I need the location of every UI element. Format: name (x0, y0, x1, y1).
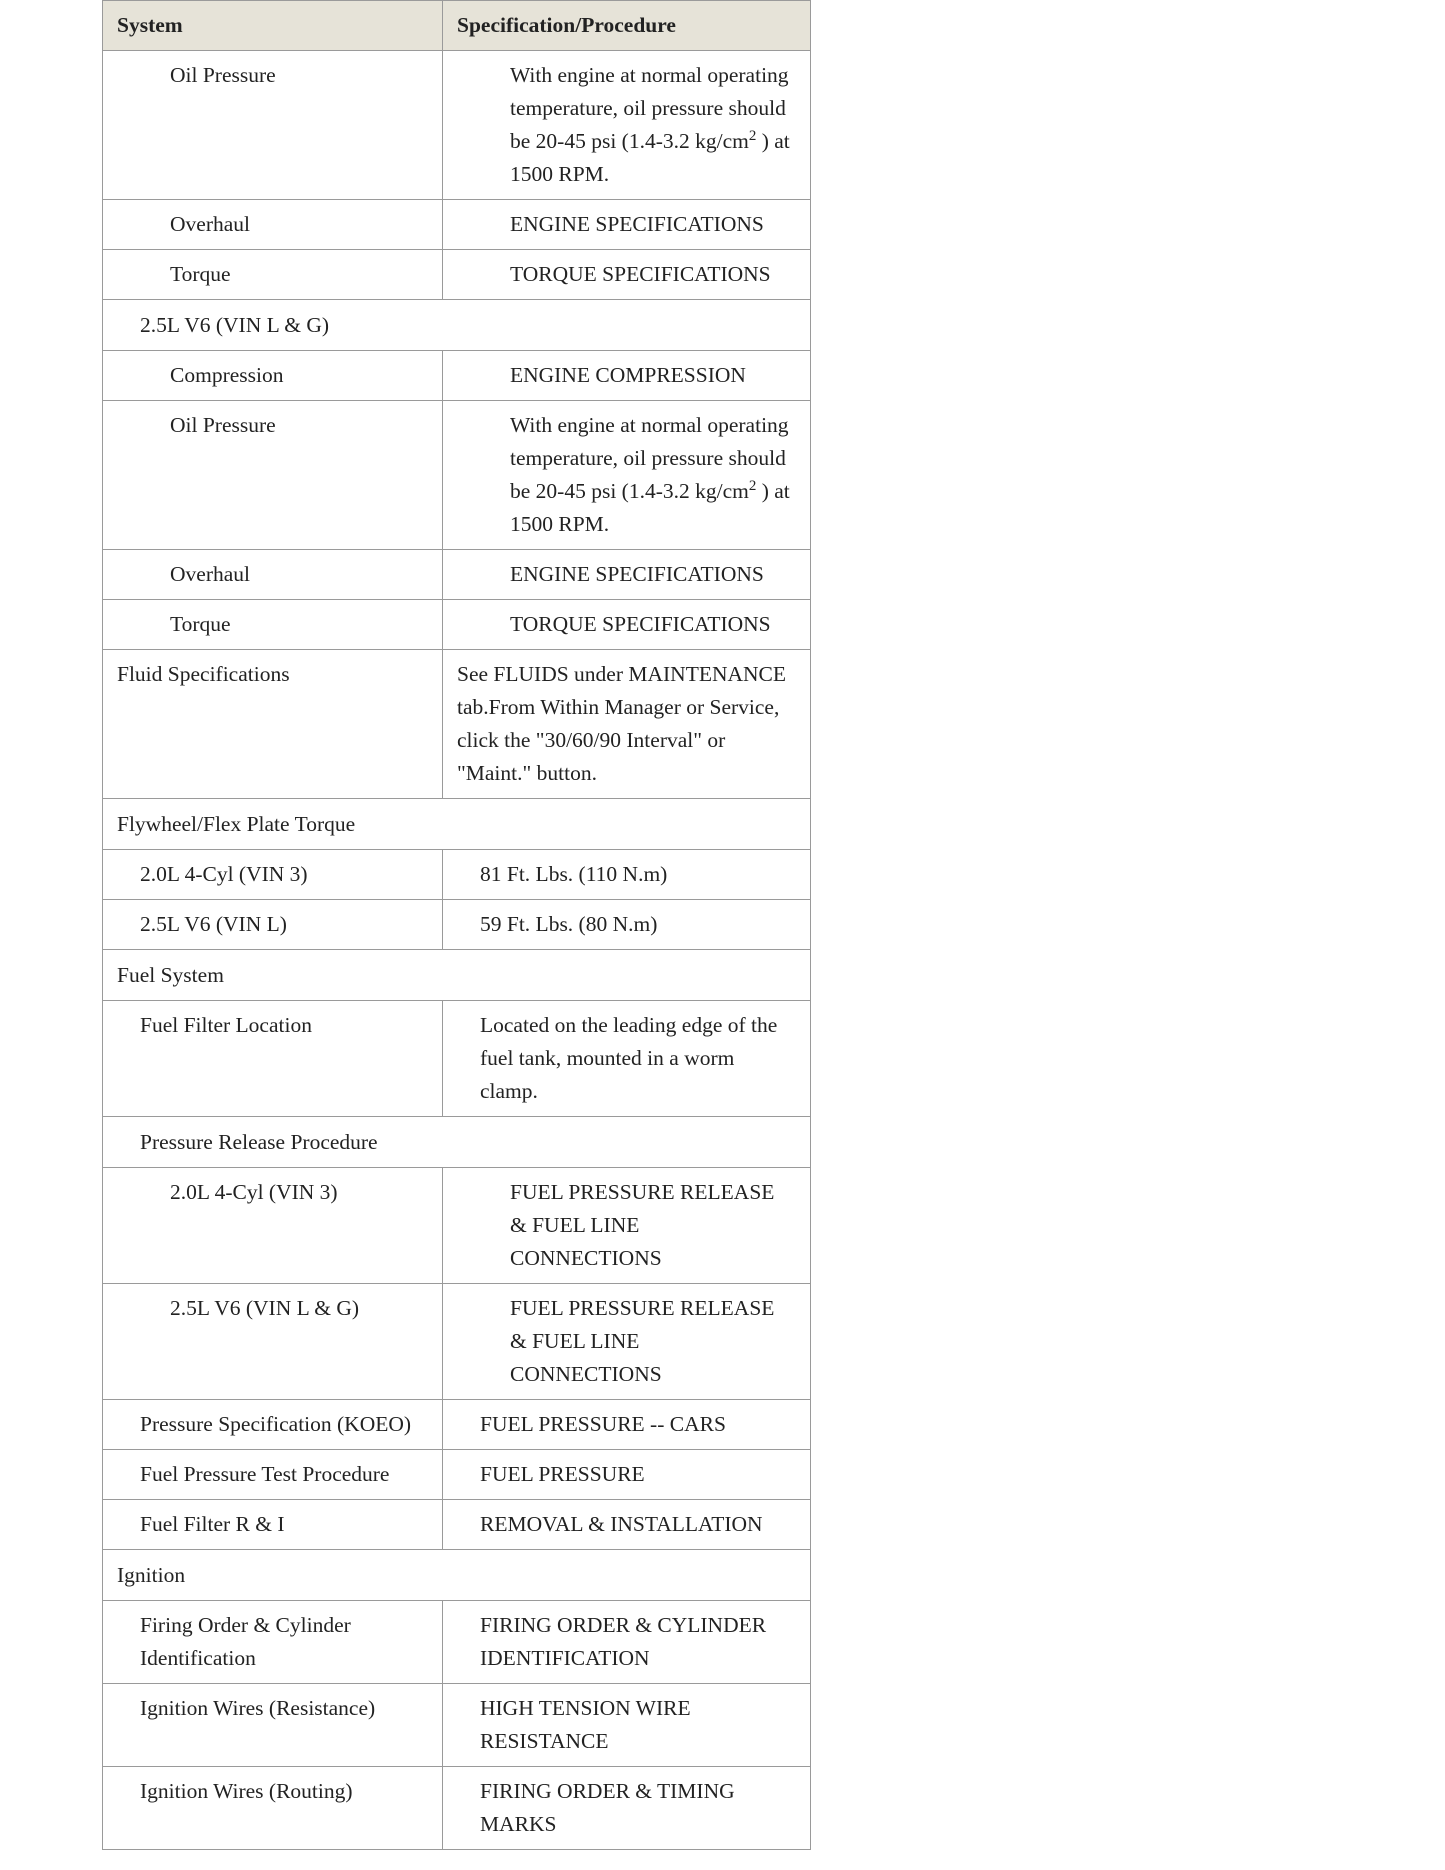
spec-cell: ENGINE COMPRESSION (443, 351, 811, 401)
spec-cell: FUEL PRESSURE RELEASE & FUEL LINE CONNECTIONS (443, 1284, 811, 1400)
spec-text: With engine at normal operating temperature, oil pressure should be 20-45 psi (1.4-3.2 kg/cm (510, 63, 789, 153)
table-row (103, 1400, 811, 1450)
spec-cell: ENGINE SPECIFICATIONS (443, 550, 811, 600)
table-row (103, 250, 811, 300)
table-row (103, 200, 811, 250)
section-heading: Ignition (103, 1550, 811, 1601)
spec-cell (443, 51, 811, 200)
spec-cell: 81 Ft. Lbs. (110 N.m) (443, 850, 811, 900)
spec-cell: FIRING ORDER & TIMING MARKS (443, 1767, 811, 1850)
system-cell: Torque (103, 600, 443, 650)
spec-text: ) at 1500 RPM. (510, 129, 790, 186)
system-cell: Fuel Pressure Test Procedure (103, 1450, 443, 1500)
header-specification: Specification/Procedure (443, 1, 811, 51)
spec-cell: HIGH TENSION WIRE RESISTANCE (443, 1684, 811, 1767)
spec-cell: TORQUE SPECIFICATIONS (443, 600, 811, 650)
spec-cell: REMOVAL & INSTALLATION (443, 1500, 811, 1550)
system-cell: 2.5L V6 (VIN L) (103, 900, 443, 950)
spec-cell: ENGINE SPECIFICATIONS (443, 200, 811, 250)
table-row (103, 850, 811, 900)
system-cell: 2.5L V6 (VIN L & G) (103, 1284, 443, 1400)
section-heading: Fuel System (103, 950, 811, 1001)
table-row (103, 1450, 811, 1500)
system-cell: Oil Pressure (103, 51, 443, 200)
section-row (103, 799, 811, 850)
system-cell: Ignition Wires (Resistance) (103, 1684, 443, 1767)
system-cell: Compression (103, 351, 443, 401)
spec-text: ) at 1500 RPM. (510, 479, 790, 536)
spec-cell (443, 401, 811, 550)
header-system: System (103, 1, 443, 51)
section-heading: 2.5L V6 (VIN L & G) (103, 300, 811, 351)
table-row (103, 1168, 811, 1284)
table-row (103, 1767, 811, 1850)
specifications-table (102, 0, 811, 1850)
section-heading: Flywheel/Flex Plate Torque (103, 799, 811, 850)
section-row (103, 950, 811, 1001)
table-row (103, 1001, 811, 1117)
spec-cell: FUEL PRESSURE RELEASE & FUEL LINE CONNECTIONS (443, 1168, 811, 1284)
system-cell: Oil Pressure (103, 401, 443, 550)
table-row (103, 351, 811, 401)
table-row (103, 1500, 811, 1550)
spec-text: With engine at normal operating temperature, oil pressure should be 20-45 psi (1.4-3.2 kg/cm (510, 413, 789, 503)
system-cell: Fuel Filter Location (103, 1001, 443, 1117)
table-row (103, 900, 811, 950)
spec-cell: Located on the leading edge of the fuel tank, mounted in a worm clamp. (443, 1001, 811, 1117)
system-cell: 2.0L 4-Cyl (VIN 3) (103, 1168, 443, 1284)
section-heading: Pressure Release Procedure (103, 1117, 811, 1168)
table-row (103, 1284, 811, 1400)
table-row (103, 1601, 811, 1684)
spec-cell: 59 Ft. Lbs. (80 N.m) (443, 900, 811, 950)
spec-cell: FUEL PRESSURE (443, 1450, 811, 1500)
table-row (103, 51, 811, 200)
spec-cell: FIRING ORDER & CYLINDER IDENTIFICATION (443, 1601, 811, 1684)
section-row (103, 300, 811, 351)
superscript: 2 (748, 128, 757, 144)
section-row (103, 1550, 811, 1601)
system-cell: Ignition Wires (Routing) (103, 1767, 443, 1850)
table-row (103, 650, 811, 799)
system-cell: Fluid Specifications (103, 650, 443, 799)
table-row (103, 401, 811, 550)
system-cell: Torque (103, 250, 443, 300)
table-row (103, 550, 811, 600)
system-cell: Overhaul (103, 200, 443, 250)
system-cell: Pressure Specification (KOEO) (103, 1400, 443, 1450)
system-cell: Firing Order & Cylinder Identification (103, 1601, 443, 1684)
system-cell: 2.0L 4-Cyl (VIN 3) (103, 850, 443, 900)
table-header-row (103, 1, 811, 51)
table-row (103, 600, 811, 650)
system-cell: Fuel Filter R & I (103, 1500, 443, 1550)
spec-cell: TORQUE SPECIFICATIONS (443, 250, 811, 300)
system-cell: Overhaul (103, 550, 443, 600)
superscript: 2 (748, 478, 757, 494)
section-row (103, 1117, 811, 1168)
table-row (103, 1684, 811, 1767)
spec-cell: FUEL PRESSURE -- CARS (443, 1400, 811, 1450)
spec-cell: See FLUIDS under MAINTENANCE tab.From Within Manager or Service, click the "30/60/90 Interval" or "Maint." button. (443, 650, 811, 799)
